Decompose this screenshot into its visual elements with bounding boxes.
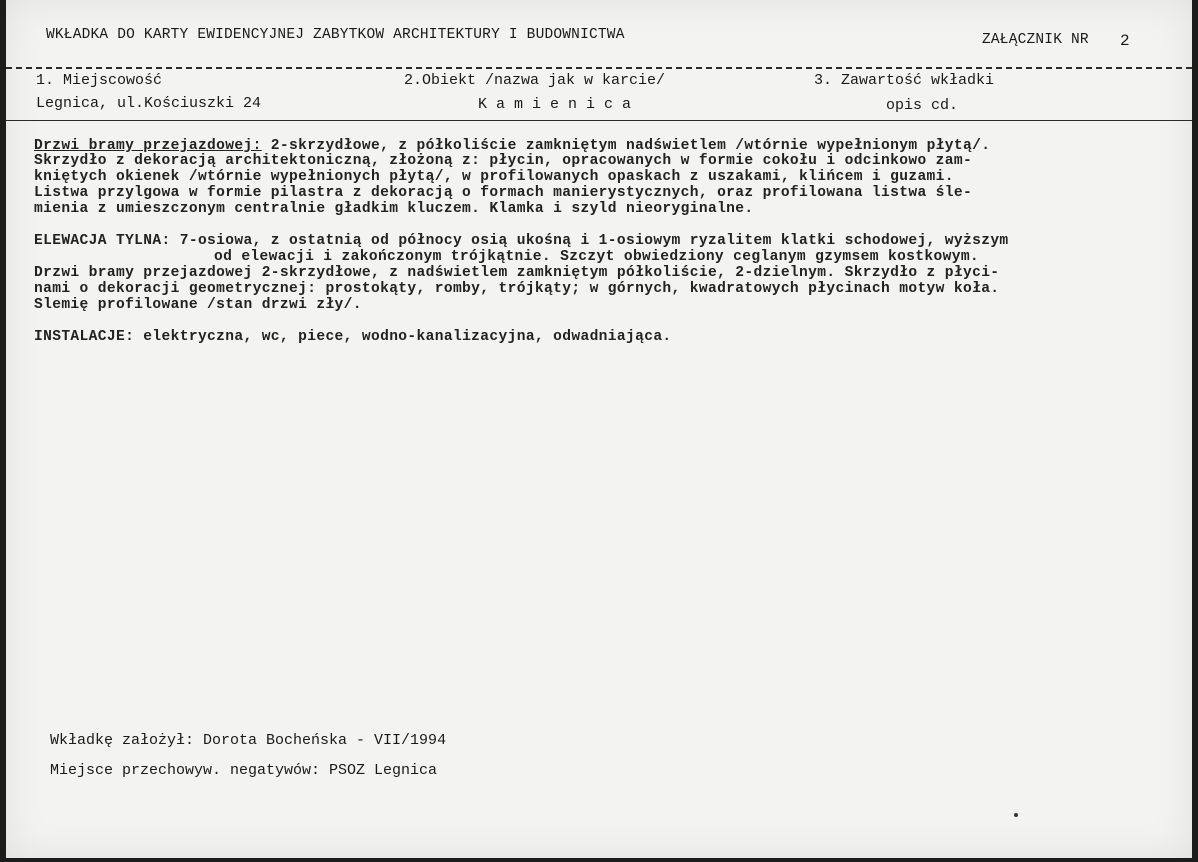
door-description-line-2: Skrzydło z dekoracją architektoniczną, złożoną z: płycin, opracowanych w formie cokołu i odcinkowo zam-: [34, 153, 973, 169]
document-title: WKŁADKA DO KARTY EWIDENCYJNEJ ZABYTKOW ARCHITEKTURY I BUDOWNICTWA: [46, 27, 625, 43]
installations-text: elektryczna, wc, piece, wodno-kanalizacyjna, odwadniająca.: [134, 329, 672, 345]
door-description-line-3: kniętych okienek /wtórnie wypełnionych płytą/, w profilowanych opaskach z uszakami, klińcem i guzami.: [34, 169, 954, 185]
rear-elevation-line-1: [34, 233, 1009, 249]
rear-elevation-line-3: Drzwi bramy przejazdowej 2-skrzydłowe, z nadświetlem zamkniętym półkoliście, 2-dzielnym. Skrzydło z płyci-: [34, 265, 1000, 281]
storage-line: Miejsce przechowyw. negatywów: PSOZ Legnica: [50, 762, 438, 779]
door-description-line-4: Listwa przylgowa w formie pilastra z dekoracją o formach manierystycznych, oraz profilowana listwa śle-: [34, 185, 973, 201]
contents-label: 3. Zawartość wkładki: [814, 72, 995, 89]
rear-heading: ELEWACJA TYLNA:: [34, 233, 171, 249]
rear-elevation-line-5: Slemię profilowane /stan drzwi zły/.: [34, 297, 362, 313]
rear-elevation-line-4: nami o dekoracji geometrycznej: prostokąty, romby, trójkąty; w górnych, kwadratowych płycinach motyw koła.: [34, 281, 1000, 297]
door-heading: Drzwi bramy przejazdowej:: [34, 138, 262, 154]
object-label: 2.Obiekt /nazwa jak w karcie/: [404, 72, 666, 89]
rear-elevation-line-2: od elewacji i zakończonym trójkątnie. Szczyt obwiedziony ceglanym gzymsem kostkowym.: [214, 249, 980, 265]
door-description-line-5: mienia z umieszczonym centralnie gładkim kluczem. Klamka i szyld nieoryginalne.: [34, 201, 754, 217]
contents-value: opis cd.: [886, 97, 959, 114]
location-label: 1. Miejscowość: [36, 72, 163, 89]
header-divider-dashed: [6, 67, 1192, 69]
ink-speck: [1014, 813, 1018, 817]
installations-heading: INSTALACJE:: [34, 329, 135, 345]
door-description-line-1: [34, 138, 990, 154]
location-value: Legnica, ul.Kościuszki 24: [36, 95, 262, 112]
installations-line: [34, 329, 672, 345]
registry-insert-sheet: [6, 0, 1192, 858]
fields-divider: [6, 120, 1192, 121]
annex-number: 2: [1120, 32, 1130, 50]
door-line-1-text: 2-skrzydłowe, z półkoliście zamkniętym nadświetlem /wtórnie wypełnionym płytą/.: [261, 138, 991, 154]
annex-label: ZAŁĄCZNIK NR: [982, 32, 1089, 48]
object-value: K a m i e n i c a: [478, 96, 632, 113]
author-line: Wkładkę założył: Dorota Bocheńska - VII/1994: [50, 732, 447, 749]
rear-line-1-text: 7-osiowa, z ostatnią od północy osią ukośną i 1-osiowym ryzalitem klatki schodowej, wyższym: [170, 233, 1009, 249]
